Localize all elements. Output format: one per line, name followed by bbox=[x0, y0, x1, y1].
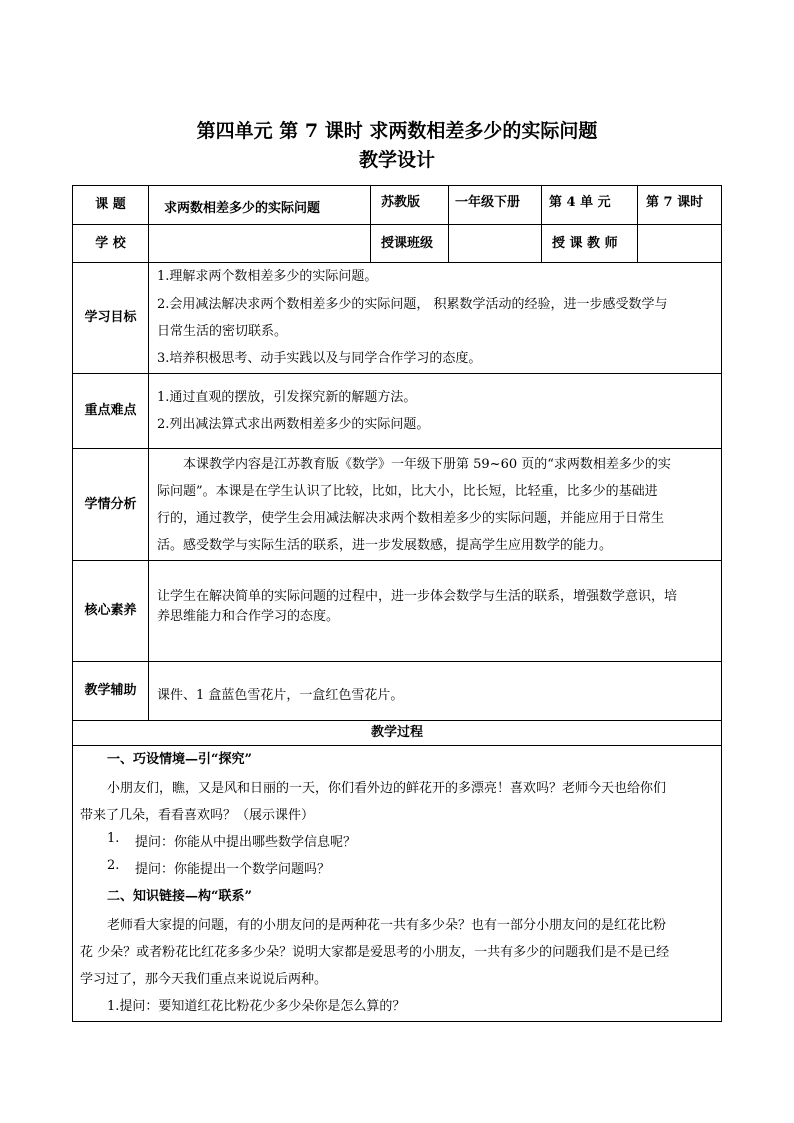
topic-label: 课 题 bbox=[95, 197, 126, 213]
lesson: 第 7 课时 bbox=[646, 195, 704, 211]
aids-text: 课件、1 盒蓝色雪花片，一盒红色雪花片。 bbox=[157, 688, 404, 703]
question-number: 1. bbox=[107, 831, 120, 846]
process-last-line: 1.提问：要知道红花比粉花少多少朵你是怎么算的？ bbox=[107, 999, 406, 1014]
core-line: 养思维能力和合作学习的态度。 bbox=[157, 609, 340, 624]
section2-heading: 二、知识链接—构“联系” bbox=[107, 889, 252, 904]
question-number: 2. bbox=[107, 858, 120, 873]
question-text: 提问：你能从中提出哪些数学信息呢？ bbox=[135, 835, 357, 850]
goals-label: 学习目标 bbox=[84, 310, 137, 326]
teacher-label: 授 课 教 师 bbox=[552, 235, 618, 251]
school-value[interactable] bbox=[149, 225, 370, 262]
goal-item: 3.培养积极思考、动手实践以及与同学合作学习的态度。 bbox=[157, 351, 482, 366]
unit: 第 4 单 元 bbox=[549, 195, 611, 211]
analysis-line: 行的，通过教学，使学生会用减法解决求两个数相差多少的实际问题，并能应用于日常生 bbox=[157, 511, 665, 526]
class-value[interactable] bbox=[449, 225, 541, 262]
section1-line: 带来了几朵，看看喜欢吗？（展示课件） bbox=[80, 808, 315, 823]
question-text: 提问：你能提出一个数学问题吗？ bbox=[135, 862, 331, 877]
publisher: 苏教版 bbox=[381, 195, 421, 211]
analysis-label: 学情分析 bbox=[84, 496, 137, 512]
aids-label: 教学辅助 bbox=[84, 683, 137, 699]
section1-heading: 一、巧设情境—引“探究” bbox=[107, 752, 252, 767]
section2-line: 学习过了，那今天我们重点来说说后两种。 bbox=[80, 972, 328, 987]
goal-item: 日常生活的密切联系。 bbox=[157, 324, 288, 339]
goal-item: 2.会用减法解决求两个数相差多少的实际问题， 积累数学活动的经验，进一步感受数学与 bbox=[157, 297, 668, 312]
section1-line: 小朋友们，瞧，又是风和日丽的一天，你们看外边的鲜花开的多漂亮！喜欢吗？老师今天也给你们 bbox=[107, 781, 667, 796]
topic-value: 求两数相差多少的实际问题 bbox=[164, 201, 321, 217]
core-label: 核心素养 bbox=[84, 603, 137, 619]
core-line: 让学生在解决简单的实际问题的过程中，进一步体会数学与生活的联系，增强数学意识，培 bbox=[157, 589, 678, 604]
page-subtitle: 教学设计 bbox=[358, 149, 435, 171]
class-label: 授课班级 bbox=[381, 235, 434, 251]
page-title: 第四单元 第 7 课时 求两数相差多少的实际问题 bbox=[196, 120, 598, 142]
school-label: 学 校 bbox=[95, 235, 126, 251]
grade: 一年级下册 bbox=[455, 195, 521, 211]
keypoints-label: 重点难点 bbox=[84, 403, 137, 419]
analysis-line: 本课教学内容是江苏教育版《数学》一年级下册第 59~60 页的“求两数相差多少的实 bbox=[183, 457, 671, 472]
section2-line: 花 少朵？或者粉花比红花多多少朵？说明大家都是爱思考的小朋友，一共有多少的问题我们是不是已经 bbox=[80, 945, 670, 960]
goal-item: 1.理解求两个数相差多少的实际问题。 bbox=[157, 269, 378, 284]
keypoint-item: 2.列出减法算式求出两数相差多少的实际问题。 bbox=[157, 417, 430, 432]
keypoint-item: 1.通过直观的摆放，引发探究新的解题方法。 bbox=[157, 390, 417, 405]
section2-line: 老师看大家提的问题，有的小朋友问的是两种花一共有多少朵？也有一部分小朋友问的是红花比粉 bbox=[107, 918, 667, 933]
analysis-line: 活。感受数学与实际生活的联系，进一步发展数感，提高学生应用数学的能力。 bbox=[157, 538, 613, 553]
process-title: 教学过程 bbox=[370, 725, 423, 741]
teacher-value[interactable] bbox=[638, 225, 721, 262]
analysis-line: 际问题”。本课是在学生认识了比较，比如，比大小，比长短，比轻重，比多少的基础进 bbox=[157, 484, 658, 499]
